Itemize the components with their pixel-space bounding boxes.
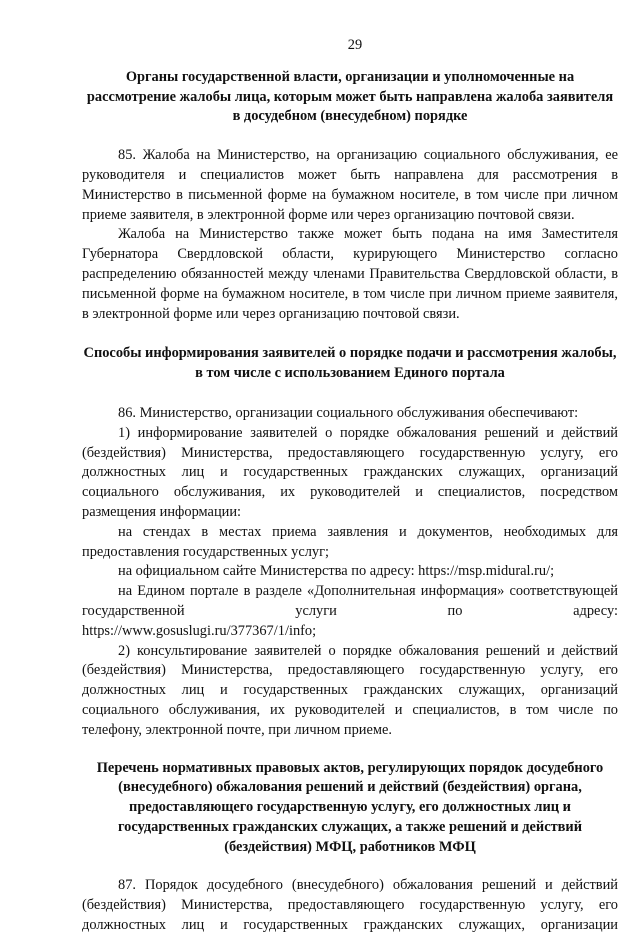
paragraph-86-item-1: 1) информирование заявителей о порядке обжалования решений и действий (бездействия) Министерства, предоставляющего государственную услугу, его должностных лиц и государственных гражданских служащих, организаций социального обслуживания, их руководителей и специалистов, посредством размещения информации:	[82, 424, 618, 520]
paragraph-85: 85. Жалоба на Министерство, на организацию социального обслуживания, ее руководителя и специалистов может быть направлена для рассмотрения в Министерство в письменной форме на бумажном носителе, в том числе при личном приеме заявителя, в электронной форме или через организацию почтовой связи.	[82, 147, 618, 223]
paragraph-86: 86. Министерство, организации социального обслуживания обеспечивают:	[118, 404, 579, 421]
paragraph-86-official-site: на официальном сайте Министерства по адресу: https://msp.midural.ru/;	[118, 563, 555, 580]
section-heading-complaint-bodies: Органы государственной власти, организации и уполномоченные на рассмотрение жалобы лица, которым может быть направлена жалоба заявителя в досудебном (внесудебном) порядке	[86, 68, 614, 125]
paragraph-86-portal-url: https://www.gosuslugi.ru/377367/1/info;	[82, 622, 317, 639]
paragraph-87: 87. Порядок досудебного (внесудебного) обжалования решений и действий (бездействия) Министерства, предоставляющего государственную услугу, его должностных лиц и государственных гражданских служащих, организации	[82, 877, 618, 934]
paragraph-86-unified-portal: на Едином портале в разделе «Дополнительная информация» соответствующей государственной услуги по адресу:	[82, 583, 618, 619]
section-heading-regulatory-acts: Перечень нормативных правовых актов, регулирующих порядок досудебного (внесудебного) обжалования решений и действий (бездействия) органа, предоставляющего государственную услугу, его должностных лиц и государственных гражданских служащих, а также решений и действий (бездействия) МФЦ, работников МФЦ	[96, 759, 604, 855]
page-number: 29	[347, 37, 363, 53]
paragraph-86-item-2: 2) консультирование заявителей о порядке обжалования решений и действий (бездействия) Министерства, предоставляющего государственную услугу, его должностных лиц и государственных гражданских служащих, организаций социального обслуживания, их руководителей и специалистов, в том числе по телефону, электронной почте, при личном приеме.	[82, 642, 618, 738]
section-heading-informing-methods: Способы информирования заявителей о порядке подачи и рассмотрения жалобы, в том числе с использованием Единого портала	[83, 345, 617, 382]
paragraph-86-stands: на стендах в местах приема заявления и документов, необходимых для предоставления государственных услуг;	[82, 523, 618, 560]
paragraph-85-continued: Жалоба на Министерство также может быть подана на имя Заместителя Губернатора Свердловской области, курирующего Министерство согласно распределению обязанностей между членами Правительства Свердловской области, в письменной форме на бумажном носителе, в том числе при личном приеме заявителя, в электронной форме или через организацию почтовой связи.	[82, 226, 618, 322]
